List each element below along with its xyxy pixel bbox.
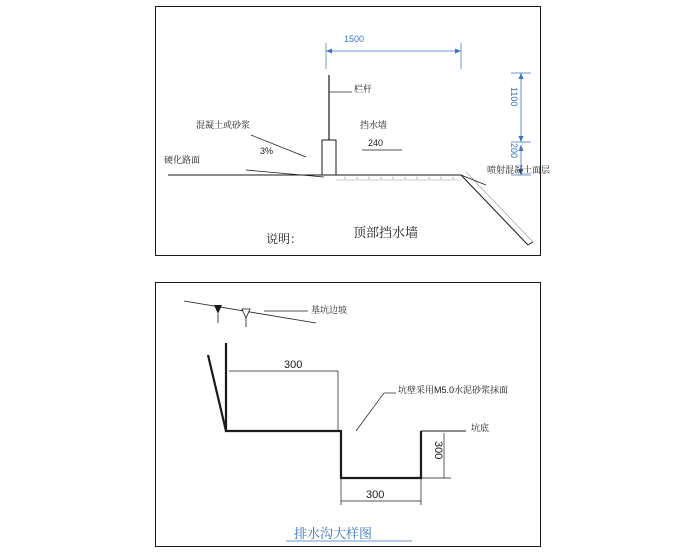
leader-shotcrete (461, 175, 486, 185)
shotcrete-slope-line (461, 175, 528, 245)
bottom-detail-panel (155, 282, 541, 547)
dim-bottom300-label: 300 (366, 489, 385, 501)
pit-slope-line (184, 301, 316, 323)
dim-200-arrow-top (519, 145, 524, 151)
dim-1100-arrow-bottom (519, 136, 524, 142)
ditch-profile (226, 343, 421, 478)
ditch-left-batter (208, 355, 226, 431)
shotcrete-surface-label: 喷射混凝土面层 (487, 165, 551, 175)
pit-slope-label: 基坑边坡 (311, 305, 348, 315)
railing-label: 栏杆 (354, 84, 373, 94)
leader-mortar (356, 393, 384, 431)
dim-1100-label: 1100 (508, 87, 519, 107)
wall-thickness-label: 240 (368, 138, 384, 148)
dim-1500-arrow-right (455, 49, 461, 54)
top-panel-title: 顶部挡水墙 (353, 225, 419, 240)
top-detail-panel (155, 6, 551, 256)
slope-label: 3% (260, 146, 274, 156)
dim-top300-label: 300 (284, 359, 303, 371)
ground-hatch (344, 177, 454, 179)
shotcrete-slope-end (528, 242, 533, 245)
slope-hatch-triangle-2 (242, 309, 250, 318)
note-label: 说明： (266, 232, 303, 246)
bottom-panel-title: 排水沟大样图 (294, 526, 373, 541)
hardened-road-label: 硬化路面 (164, 155, 201, 165)
wall-mortar-label: 坑壁采用M5.0水泥砂浆抹面 (398, 385, 509, 395)
bottom-panel-drawing (156, 283, 542, 548)
concrete-or-mortar-label: 混凝土或砂浆 (196, 120, 251, 130)
dim-1500-arrow-left (326, 49, 332, 54)
dim-1100-arrow-top (519, 73, 524, 79)
retaining-wall-label: 挡水墙 (360, 120, 388, 130)
slope-hatch-triangle-1 (214, 305, 222, 314)
dim-1500-label: 1500 (344, 34, 365, 44)
dim-200-label: 200 (508, 143, 519, 159)
retaining-wall-box (322, 140, 336, 175)
dim-depth300-label: 300 (432, 441, 445, 460)
shotcrete-slope-line-2 (466, 172, 533, 242)
road-slope-line (246, 170, 324, 177)
pit-bottom-label: 坑底 (471, 423, 490, 433)
